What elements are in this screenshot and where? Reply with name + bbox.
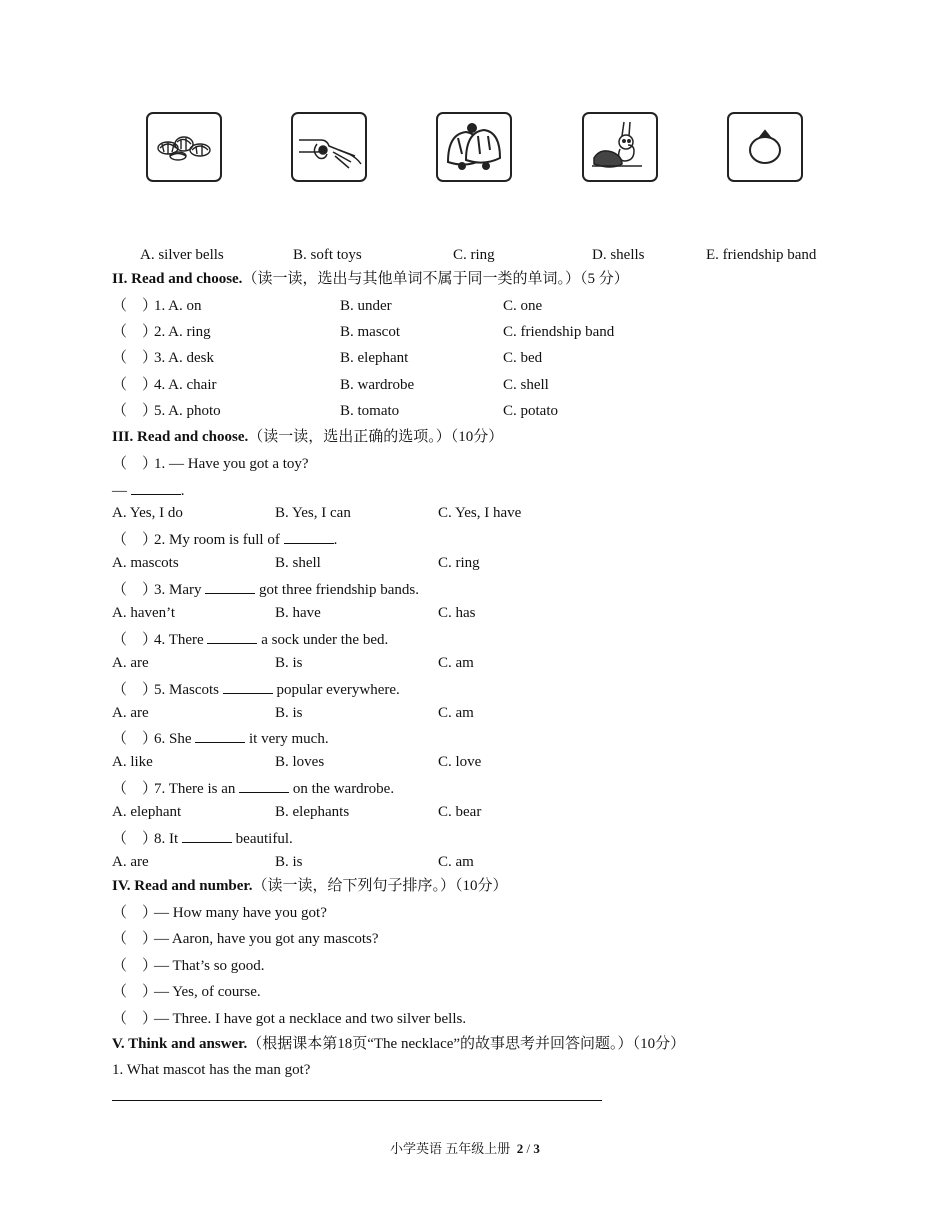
answer-paren[interactable]: （ ）	[112, 831, 158, 847]
option-c: C. am	[438, 705, 474, 721]
s3-q1-reply	[112, 480, 185, 500]
question-text: 6. She	[154, 731, 192, 747]
option-c: C. one	[503, 298, 543, 314]
answer-paren[interactable]: （ ）	[112, 958, 158, 974]
answer-blank[interactable]	[182, 828, 232, 843]
s2-row-4	[112, 376, 216, 394]
option-b: B. shell	[275, 555, 321, 571]
word-bank-b: B. soft toys	[293, 247, 362, 263]
reply-dash: —	[112, 483, 127, 499]
option-a: A. are	[112, 655, 149, 671]
section-2-title: II. Read and choose.	[112, 271, 243, 287]
section-4-heading	[112, 877, 507, 895]
option-c: C. am	[438, 854, 474, 870]
option-c: C. ring	[438, 555, 480, 571]
ring-icon	[729, 114, 801, 180]
answer-paren[interactable]: （ ）	[112, 731, 158, 747]
option-c: C. love	[438, 754, 482, 770]
question-text: 4. There	[154, 632, 204, 648]
s2-row-1	[112, 297, 202, 315]
section-5-heading	[112, 1035, 685, 1053]
question-text: 5. Mascots	[154, 682, 219, 698]
question-text: 2. My room is full of	[154, 532, 280, 548]
dialogue-line: — How many have you got?	[154, 905, 327, 921]
option-a: A. elephant	[112, 804, 182, 820]
option-c: C. friendship band	[503, 324, 615, 340]
option-a: A. haven’t	[112, 605, 176, 621]
option-c: C. Yes, I have	[438, 505, 522, 521]
s3-q8	[112, 828, 293, 848]
option-b: B. elephants	[275, 804, 350, 820]
answer-paren[interactable]: （ ）	[112, 324, 158, 340]
s4-line-1	[112, 904, 327, 922]
option-a: A. are	[112, 854, 149, 870]
answer-paren[interactable]: （ ）	[112, 984, 158, 1000]
option-b: B. is	[275, 655, 303, 671]
answer-paren[interactable]: （ ）	[112, 682, 158, 698]
option-b: B. tomato	[340, 403, 400, 419]
page-separator: /	[526, 1141, 531, 1156]
section-4-instruction: （读一读，给下列句子排序。）（10分）	[252, 878, 508, 894]
answer-paren[interactable]: （ ）	[112, 931, 158, 947]
option-b: B. under	[340, 298, 392, 314]
word-bank-e: E. friendship band	[706, 247, 817, 263]
answer-blank[interactable]	[239, 778, 289, 793]
section-5-instruction: （根据课本第18页“The necklace”的故事思考并回答问题。）（10分）	[247, 1036, 686, 1052]
option-c: C. bear	[438, 804, 482, 820]
s3-q2	[112, 529, 337, 549]
option-c: C. potato	[503, 403, 558, 419]
s4-line-3	[112, 957, 265, 975]
section-5-title: V. Think and answer.	[112, 1036, 248, 1052]
reply-period: .	[180, 483, 185, 499]
option-c: C. shell	[503, 377, 549, 393]
page-footer	[390, 1138, 540, 1157]
answer-paren[interactable]: （ ）	[112, 905, 158, 921]
picture-ring	[727, 112, 803, 182]
section-4-title: IV. Read and number.	[112, 878, 253, 894]
answer-paren[interactable]: （ ）	[112, 456, 158, 472]
answer-blank[interactable]	[223, 679, 273, 694]
dialogue-line: — Aaron, have you got any mascots?	[154, 931, 379, 947]
option-b: B. Yes, I can	[275, 505, 351, 521]
option-b: B. is	[275, 705, 303, 721]
option-a: 2. A. ring	[154, 324, 211, 340]
answer-paren[interactable]: （ ）	[112, 582, 158, 598]
footer-text: 小学英语 五年级上册	[390, 1141, 511, 1156]
option-a: 5. A. photo	[154, 403, 221, 419]
section-2-heading	[112, 270, 629, 288]
section-3-title: III. Read and choose.	[112, 429, 249, 445]
page-total: 3	[533, 1141, 540, 1156]
option-b: B. elephant	[340, 350, 409, 366]
s3-q4	[112, 629, 388, 649]
answer-paren[interactable]: （ ）	[112, 350, 158, 366]
answer-blank[interactable]	[131, 480, 181, 495]
section-2-instruction: （读一读，选出与其他单词不属于同一类的单词。）（5 分）	[242, 271, 629, 287]
question-text: 7. There is an	[154, 781, 236, 797]
s3-q6	[112, 728, 329, 748]
section-3-heading	[112, 428, 503, 446]
answer-line[interactable]	[112, 1100, 602, 1101]
picture-mascot	[582, 112, 658, 182]
answer-blank[interactable]	[284, 529, 334, 544]
option-a: 1. A. on	[154, 298, 202, 314]
answer-paren[interactable]: （ ）	[112, 298, 158, 314]
option-b: B. mascot	[340, 324, 400, 340]
question-text-end: popular everywhere.	[276, 682, 400, 698]
question-text: 8. It	[154, 831, 179, 847]
silver-bells-icon	[438, 114, 510, 180]
answer-paren[interactable]: （ ）	[112, 403, 158, 419]
answer-paren[interactable]: （ ）	[112, 377, 158, 393]
answer-blank[interactable]	[207, 629, 257, 644]
question-text-end: beautiful.	[235, 831, 293, 847]
question-text: 3. Mary	[154, 582, 202, 598]
word-bank-a: A. silver bells	[140, 247, 224, 263]
s2-row-2	[112, 323, 211, 341]
option-a: 4. A. chair	[154, 377, 217, 393]
option-a: A. are	[112, 705, 149, 721]
s4-line-4	[112, 983, 261, 1001]
s3-q5	[112, 679, 400, 699]
answer-paren[interactable]: （ ）	[112, 781, 158, 797]
mascot-icon	[584, 114, 656, 180]
answer-paren[interactable]: （ ）	[112, 532, 158, 548]
soft-toys-icon	[293, 114, 365, 180]
picture-silver-bells	[436, 112, 512, 182]
word-bank-c: C. ring	[453, 247, 495, 263]
question-text-end: a sock under the bed.	[261, 632, 389, 648]
option-a: 3. A. desk	[154, 350, 214, 366]
s3-q1	[112, 455, 309, 473]
answer-blank[interactable]	[205, 579, 255, 594]
question-text-end: got three friendship bands.	[259, 582, 419, 598]
answer-paren[interactable]: （ ）	[112, 1011, 158, 1027]
option-a: A. like	[112, 754, 153, 770]
answer-paren[interactable]: （ ）	[112, 632, 158, 648]
question-text-end: on the wardrobe.	[292, 781, 395, 797]
shells-icon	[148, 114, 220, 180]
option-a: A. Yes, I do	[112, 505, 183, 521]
s3-q3	[112, 579, 419, 599]
dialogue-line: — Yes, of course.	[154, 984, 261, 1000]
question-text-end: .	[333, 532, 338, 548]
page-number: 2	[516, 1141, 524, 1156]
option-b: B. wardrobe	[340, 377, 415, 393]
option-c: C. bed	[503, 350, 543, 366]
section-3-instruction: （读一读，选出正确的选项。）（10分）	[248, 429, 504, 445]
word-bank-d: D. shells	[592, 247, 645, 263]
question-text: 1. — Have you got a toy?	[154, 456, 309, 472]
option-a: A. mascots	[112, 555, 179, 571]
option-b: B. have	[275, 605, 321, 621]
picture-shells	[146, 112, 222, 182]
dialogue-line: — That’s so good.	[154, 958, 265, 974]
s2-row-3	[112, 349, 214, 367]
option-c: C. has	[438, 605, 476, 621]
option-b: B. loves	[275, 754, 325, 770]
s2-row-5	[112, 402, 221, 420]
dialogue-line: — Three. I have got a necklace and two silver bells.	[154, 1011, 467, 1027]
option-c: C. am	[438, 655, 474, 671]
picture-soft-toys	[291, 112, 367, 182]
s5-question-1: 1. What mascot has the man got?	[112, 1062, 311, 1078]
s4-line-2	[112, 930, 379, 948]
s4-line-5	[112, 1010, 466, 1028]
option-b: B. is	[275, 854, 303, 870]
answer-blank[interactable]	[195, 728, 245, 743]
s3-q7	[112, 778, 394, 798]
question-text-end: it very much.	[249, 731, 329, 747]
